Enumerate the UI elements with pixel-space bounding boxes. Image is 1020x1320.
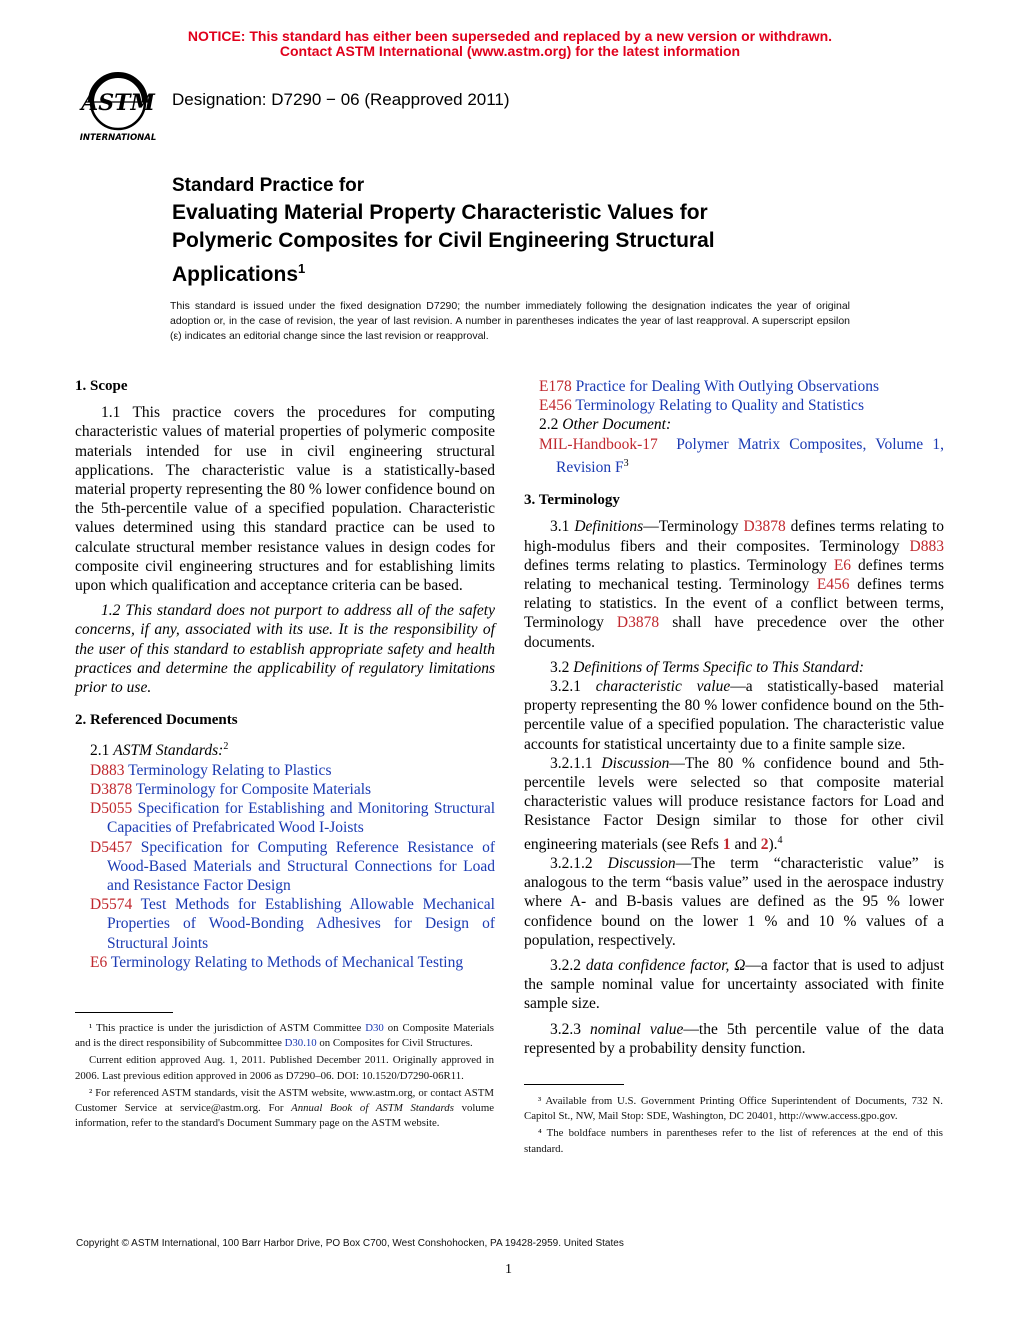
para-3-2-1-1 [524, 754, 944, 854]
footnote-2-ref[interactable]: 2 [223, 741, 229, 753]
footnote-4: ⁴ The boldface numbers in parentheses refer to the list of references at the end of this standard. [524, 1127, 943, 1155]
reference-2-link[interactable]: 2 [760, 835, 769, 853]
para-number: 3.2 [550, 658, 570, 676]
ref-item-mil-handbook [524, 435, 944, 478]
footnote-1 [75, 1021, 494, 1051]
para-number: 3.2.3 [550, 1020, 581, 1038]
ref-code-link[interactable]: E456 [539, 397, 572, 415]
right-column [524, 377, 944, 1058]
footnote-3-ref[interactable]: 3 [623, 457, 629, 469]
ref-item-e6 [75, 953, 495, 972]
ref-title-link[interactable]: Test Methods for Establishing Allowable Mechanical Properties of Wood-Bonding Adhesives for Design of Structural Joints [107, 896, 495, 952]
footnote-2 [75, 1086, 494, 1132]
logo-wordmark: ASTM [81, 90, 155, 116]
committee-d30-link[interactable]: D30 [365, 1022, 384, 1034]
para-label: Definitions of Terms Specific to This Standard: [573, 658, 865, 676]
para-2-2 [524, 415, 944, 434]
title-line-3: Polymeric Composites for Civil Engineering Structural [172, 229, 715, 252]
ref-item-d5055 [75, 799, 495, 837]
issuance-note: This standard is issued under the fixed designation D7290; the number immediately following the designation indicates the year of original adoption or, in the case of revision, the year of last revision. A number in parentheses indicates the year of last reapproval. A superscript epsilon (ε) indicates an editorial change since the last revision or reapproval. [170, 300, 850, 342]
right-footnotes [524, 1094, 943, 1157]
para-number: 3.2.1 [550, 678, 581, 695]
d3878-link[interactable]: D3878 [743, 518, 786, 536]
ref-code-link[interactable]: D5574 [90, 896, 133, 914]
footnote-3: ³ Available from U.S. Government Printing Office Superintendent of Documents, 732 N. Capitol St., NW, Mail Stop: SDE, Washington, DC 20401, http://www.access.gpo.gov. [524, 1095, 943, 1123]
para-text: —the 5th percentile value of the data represented by a probability density function. [524, 1020, 945, 1057]
para-text: —Terminology [643, 518, 739, 536]
para-text: defines terms relating to statistics. In the event of a conflict between terms, Terminology [524, 575, 945, 632]
ref-title-link[interactable]: Polymer Matrix Composites, Volume 1, Revision F [556, 435, 944, 476]
para-text: ). [768, 835, 778, 853]
ref-code-link[interactable]: E6 [90, 953, 108, 971]
ref-title-link[interactable]: Specification for Computing Reference Resistance of Wood-Based Materials and Structural Connections for Load and Resistance Factor Design [107, 838, 495, 895]
ref-code-link[interactable]: D5055 [90, 800, 133, 818]
ref-item-e178 [524, 377, 944, 396]
para-text: and [734, 835, 757, 853]
para-3-2 [524, 658, 944, 677]
para-2-2-label: Other Document: [562, 416, 672, 434]
ref-title-link[interactable]: Practice for Dealing With Outlying Observations [575, 378, 880, 395]
ref-code-link[interactable]: D5457 [90, 838, 133, 856]
footnote-2-text: ² For referenced ASTM standards, visit the ASTM website, www.astm.org, or contact ASTM Customer Service at service@astm.org. For [75, 1086, 494, 1115]
left-footnotes [75, 1021, 494, 1131]
astm-logo [76, 72, 160, 149]
subcommittee-d30-10-link[interactable]: D30.10 [284, 1037, 317, 1050]
e456-link[interactable]: E456 [816, 575, 850, 593]
footnote-1-text: on Composites for Civil Structures. [319, 1037, 473, 1050]
footnote-4-ref[interactable]: 4 [777, 834, 783, 846]
para-1-1: 1.1 This practice covers the procedures for computing characteristic values of material properties of polymeric composite materials intended for use in civil engineering structural applications. The characteristic value is a statistically-based material property representing the 80 % lower confidence bound on the 5th-percentile value of a specified population. Characteristic values determined using this standard practice can be used to calculate structural member resistance values in design codes for composite civil engineering structures and for establishing limits upon which qualification and acceptance criteria can be based. [75, 404, 495, 595]
withdrawal-notice-line-1: NOTICE: This standard has either been superseded and replaced by a new version or withdrawn. [187, 28, 833, 44]
para-text: —a statistically-based material property representing the 80 % lower confidence bound on the 5th-percentile value of a specified population. The characteristic value accounts for statistical uncertainty due to a finite sample size. [524, 678, 944, 753]
footnote-1-approval: Current edition approved Aug. 1, 2011. Published December 2011. Originally approved in 2006. Last previous edition approved in 2006 as D7290–06. DOI: 10.1520/D7290-06R11. [75, 1054, 494, 1082]
footnote-1-text: ¹ This practice is under the jurisdiction of ASTM Committee [89, 1022, 362, 1034]
term-label: characteristic value [595, 678, 731, 695]
ref-title-link[interactable]: Terminology Relating to Plastics [128, 761, 332, 779]
para-text: —a factor that is used to adjust the sample nominal value for uncertainty associated with finite sample size. [524, 957, 945, 1013]
section-1-heading: 1. Scope [75, 378, 128, 394]
footnote-2-italic: Annual Book of ASTM Standards [291, 1102, 454, 1115]
d883-link[interactable]: D883 [909, 537, 944, 555]
ref-item-e456 [524, 396, 944, 415]
para-text: defines terms relating to plastics. Terminology [524, 556, 827, 574]
para-label: Definitions [574, 518, 644, 536]
para-3-2-1 [524, 677, 944, 754]
para-2-1-label: ASTM Standards: [113, 742, 224, 760]
ref-item-d883 [75, 761, 495, 780]
title-line-2: Evaluating Material Property Characteristic Values for [172, 201, 708, 224]
ref-item-d3878 [75, 780, 495, 799]
ref-code-link[interactable]: MIL-Handbook-17 [539, 435, 658, 453]
document-title [172, 173, 872, 289]
left-column [75, 377, 495, 972]
para-2-1 [75, 737, 495, 760]
para-text: —The 80 % confidence bound and 5th-percentile levels were selected so that composite material characteristic values will produce resistance factors for Load and Resistance Factor Design similar to those for other civil engineering materials (see Refs [524, 754, 945, 853]
title-line-1: Standard Practice for [172, 175, 365, 196]
ref-title-link[interactable]: Terminology Relating to Methods of Mechanical Testing [110, 953, 464, 971]
ref-title-link[interactable]: Terminology for Composite Materials [135, 781, 372, 799]
title-line-4-text: Applications [172, 263, 299, 286]
logo-subtitle: INTERNATIONAL [79, 133, 157, 143]
ref-code-link[interactable]: D3878 [90, 781, 133, 799]
ref-title-link[interactable]: Terminology Relating to Quality and Statistics [575, 397, 864, 415]
para-3-2-1-2 [524, 854, 944, 950]
para-label: Discussion [607, 854, 676, 872]
ref-code-link[interactable]: D883 [90, 761, 125, 779]
term-label: data confidence factor, Ω [585, 957, 746, 974]
d3878-link[interactable]: D3878 [616, 614, 660, 632]
para-1-2: 1.2 This standard does not purport to address all of the safety concerns, if any, associated with its use. It is the responsibility of the user of this standard to establish appropriate safety and health practices and determine the applicability of regulatory limitations prior to use. [75, 602, 495, 697]
section-2-heading: 2. Referenced Documents [75, 712, 238, 729]
designation: Designation: D7290 − 06 (Reapproved 2011) [172, 90, 510, 109]
para-text: shall have precedence over the other documents. [524, 614, 945, 651]
para-number: 3.2.1.2 [550, 854, 593, 872]
para-3-2-3 [524, 1020, 944, 1058]
footnote-1-text: on Composite Materials and is the direct responsibility of Subcommittee [75, 1022, 494, 1050]
para-3-1 [524, 517, 944, 651]
withdrawal-notice-line-2: Contact ASTM International (www.astm.org) for the latest information [279, 43, 741, 59]
reference-1-link[interactable]: 1 [722, 835, 731, 853]
footnote-divider [75, 1012, 173, 1013]
para-2-1-number: 2.1 [90, 742, 110, 760]
ref-code-link[interactable]: E178 [539, 378, 572, 395]
para-label: Discussion [601, 754, 670, 772]
para-number: 3.1 [550, 518, 570, 536]
term-label: nominal value [590, 1020, 684, 1038]
para-3-2-2 [524, 956, 944, 1014]
para-text: defines terms relating to high-modulus fibers and their composites. Terminology [524, 518, 945, 555]
e6-link[interactable]: E6 [833, 556, 852, 574]
ref-item-d5457 [75, 838, 495, 896]
para-number: 3.2.1.1 [550, 754, 593, 772]
page-number: 1 [505, 1262, 512, 1277]
para-text: defines terms relating to mechanical testing. Terminology [524, 556, 945, 593]
ref-item-d5574 [75, 895, 495, 953]
ref-title-link[interactable]: Specification for Establishing and Monitoring Structural Capacities of Prefabricated Wood I-Joists [107, 800, 496, 837]
title-footnote-ref[interactable]: 1 [298, 261, 306, 276]
para-text: —The term “characteristic value” is analogous to the term “basis value” used in the aerospace industry where A- and B-basis values are defined as the 95 % lower confidence bound on the lower 1 % and 10 % values of a population, respectively. [524, 854, 944, 949]
section-3-heading: 3. Terminology [524, 492, 620, 509]
footnote-2-text: volume information, refer to the standard's Document Summary page on the ASTM website. [75, 1102, 495, 1130]
para-2-2-number: 2.2 [539, 416, 559, 434]
astm-logo-icon [76, 72, 160, 144]
title-line-4 [172, 255, 872, 289]
footnote-divider [524, 1084, 624, 1085]
copyright-line: Copyright © ASTM International, 100 Barr Harbor Drive, PO Box C700, West Conshohocken, PA 19428-2959. United States [76, 1238, 624, 1249]
para-number: 3.2.2 [550, 957, 581, 974]
